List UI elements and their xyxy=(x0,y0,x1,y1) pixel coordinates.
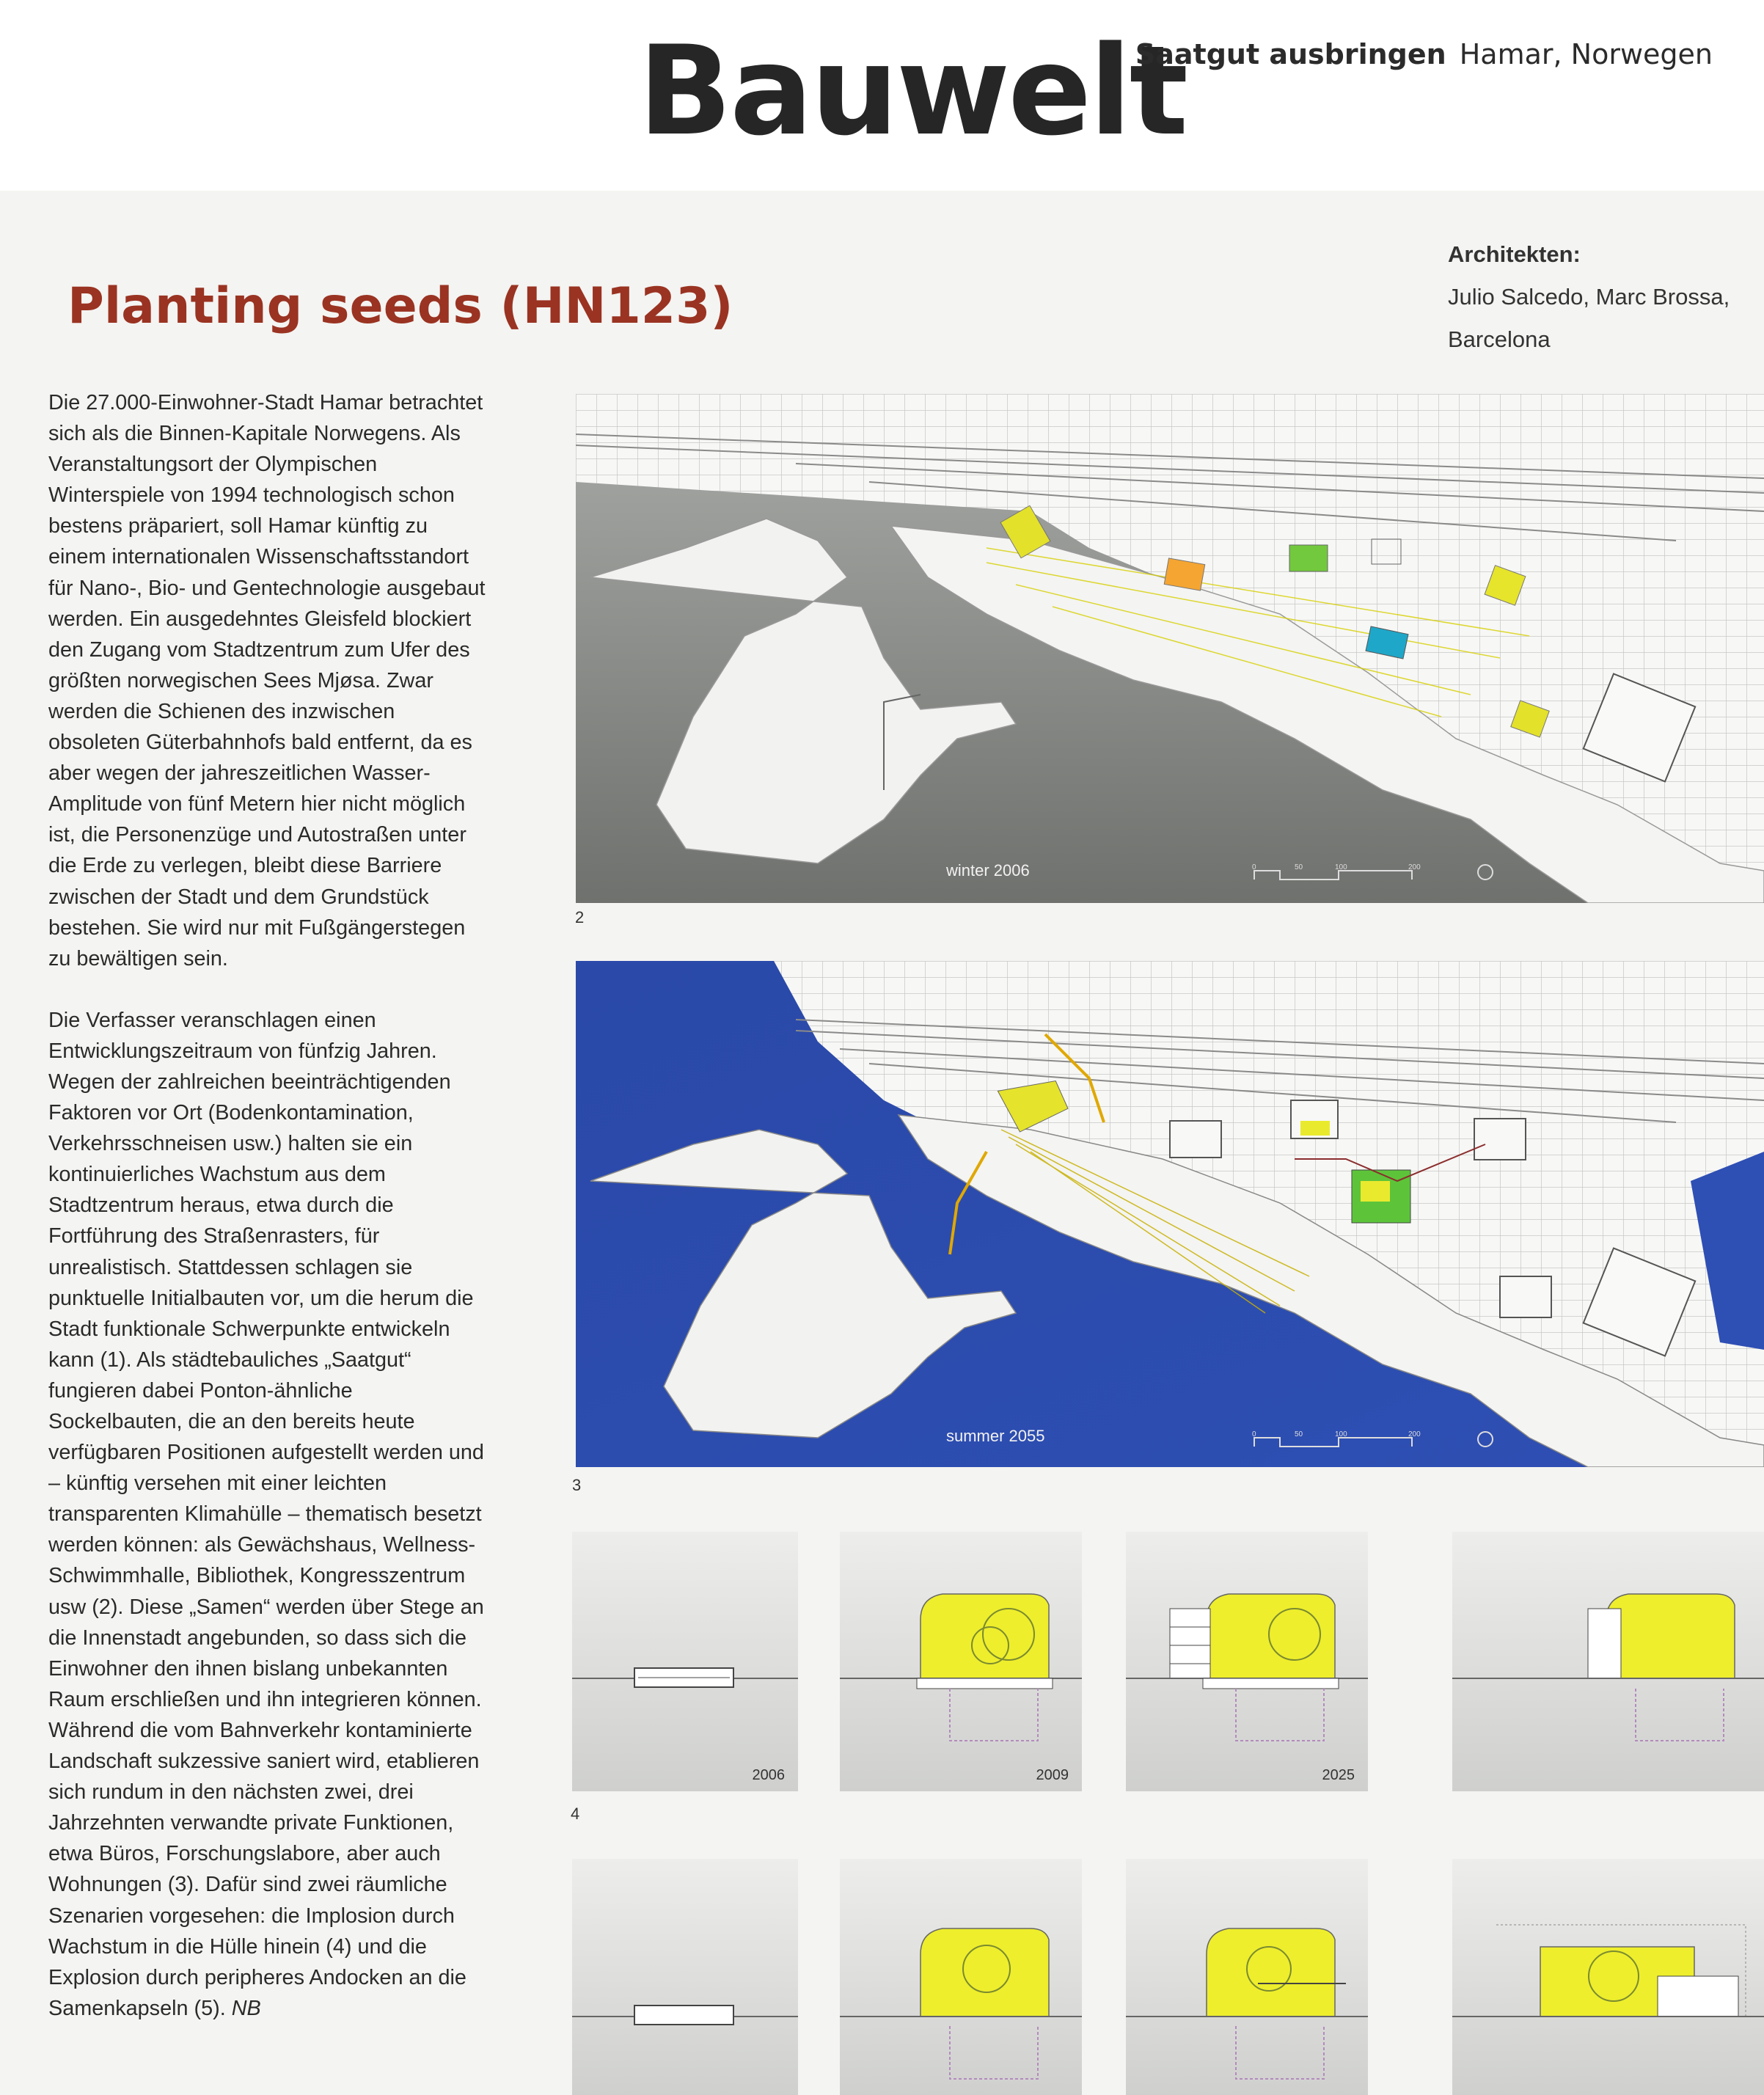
section-panel-row2-3 xyxy=(1126,1859,1368,2095)
section-drawing-2006 xyxy=(572,1532,798,1791)
section-drawing-row2-3 xyxy=(1126,1859,1368,2095)
site-plan-winter xyxy=(576,394,1764,903)
author-signature: NB xyxy=(231,1996,261,2020)
credits-names: Julio Salcedo, Marc Brossa, xyxy=(1448,284,1730,310)
section-panel-row2-2 xyxy=(840,1859,1082,2095)
fig4-number: 4 xyxy=(571,1805,580,1823)
paragraph-2 xyxy=(48,1005,488,2024)
section-location: Hamar, Norwegen xyxy=(1459,38,1713,70)
fig2-scale-50: 50 xyxy=(1295,863,1303,871)
section-panel-2009 xyxy=(840,1532,1082,1791)
magazine-logo: Bauwelt xyxy=(638,19,1187,163)
section-panel-row2-1 xyxy=(572,1859,798,2095)
fig2-caption: winter 2006 xyxy=(946,861,1030,880)
fig3-number: 3 xyxy=(572,1476,582,1494)
fig2-number: 2 xyxy=(575,908,585,926)
year-2025: 2025 xyxy=(1322,1767,1355,1783)
year-2006: 2006 xyxy=(752,1767,785,1783)
fig3-scale-100: 100 xyxy=(1335,1430,1347,1438)
section-drawing-2009 xyxy=(840,1532,1082,1791)
section-drawing-row2-4 xyxy=(1452,1859,1764,2095)
section-panel-2025 xyxy=(1126,1532,1368,1791)
site-plan-summer xyxy=(576,961,1764,1467)
fig2-scale-100: 100 xyxy=(1335,863,1347,871)
masthead xyxy=(0,0,1764,191)
section-title: Saatgut ausbringen xyxy=(1135,38,1446,70)
paragraph-2-text: Die Verfasser veranschlagen einen Entwicklungszeitraum von fünfzig Jahren. Wegen der zahlreichen beeinträchtigenden Faktoren vor Ort (Bodenkontamination, Verkehrsschneisen usw.) halten sie ein kontinuierliches Wachstum aus dem Stadtzentrum heraus, etwa durch die Fortführung des Straßenrasters, für unrealistisch. Stattdessen schlagen sie punktuelle Initialbauten vor, um die herum die Stadt funktionale Schwerpunkte entwickeln kann (1). Als städtebauliches „Saatgut“ fungieren dabei Ponton-ähnliche Sockelbauten, die an den bereits heute verfügbaren Positionen aufgestellt werden und – künftig versehen mit einer leichten transparenten Klimahülle – thematisch besetzt werden können: als Gewächshaus, Wellness-Schwimmhalle, Bibliothek, Kongresszentrum usw (2). Diese „Samen“ werden über Stege an die Innenstadt angebunden, so dass sich die Einwohner den ihnen bislang unbekannten Raum erschließen und ihn integrieren können. Während die vom Bahnverkehr kontaminierte Landschaft sukzessive saniert wird, etablieren sich rundum in den nächsten zwei, drei Jahrzehnten verwandte private Funktionen, etwa Büros, Forschungslabore, aber auch Wohnungen (3). Dafür sind zwei räumliche Szenarien vorgesehen: die Implosion durch Wachstum in die Hülle hinein (4) und die Explosion durch peripheres Andocken an die Samenkapseln (5). xyxy=(48,1008,484,2020)
article-title: Planting seeds (HN123) xyxy=(67,277,733,335)
section-panel-row2-4 xyxy=(1452,1859,1764,2095)
fig3-scale-200: 200 xyxy=(1408,1430,1421,1438)
fig3-caption: summer 2055 xyxy=(946,1427,1045,1445)
section-header xyxy=(1135,38,1713,70)
fig2-scale-0: 0 xyxy=(1252,863,1256,871)
section-drawing-row2-2 xyxy=(840,1859,1082,2095)
fig2-scale-200: 200 xyxy=(1408,863,1421,871)
article-body xyxy=(48,387,488,2055)
fig3-scale-0: 0 xyxy=(1252,1430,1256,1438)
section-drawing-row2-1 xyxy=(572,1859,798,2095)
credits-city: Barcelona xyxy=(1448,326,1551,352)
credits xyxy=(1448,233,1730,361)
section-panel-2055 xyxy=(1452,1532,1764,1791)
section-panel-2006 xyxy=(572,1532,798,1791)
paragraph-1: Die 27.000-Einwohner-Stadt Hamar betrachtet sich als die Binnen-Kapitale Norwegens. Als Veranstaltungsort der Olympischen Winterspiele von 1994 technologisch schon bestens präpariert, soll Hamar künftig zu einem internationalen Wissenschaftsstandort für Nano-, Bio- und Gentechnologie ausgebaut werden. Ein ausgedehntes Gleisfeld blockiert den Zugang vom Stadtzentrum zum Ufer des größten norwegischen Sees Mjøsa. Zwar werden die Schienen des inzwischen obsoleten Güterbahnhofs bald entfernt, da es aber wegen der jahreszeitlichen Wasser-Amplitude von fünf Metern hier nicht möglich ist, die Personenzüge und Autostraßen unter die Erde zu verlegen, bleibt diese Barriere zwischen der Stadt und dem Grundstück bestehen. Sie wird nur mit Fußgängerstegen zu bewältigen sein. xyxy=(48,391,486,970)
section-drawing-2055 xyxy=(1452,1532,1764,1791)
year-2009: 2009 xyxy=(1036,1767,1069,1783)
section-drawing-2025 xyxy=(1126,1532,1368,1791)
credits-label: Architekten: xyxy=(1448,241,1581,267)
fig3-scale-50: 50 xyxy=(1295,1430,1303,1438)
